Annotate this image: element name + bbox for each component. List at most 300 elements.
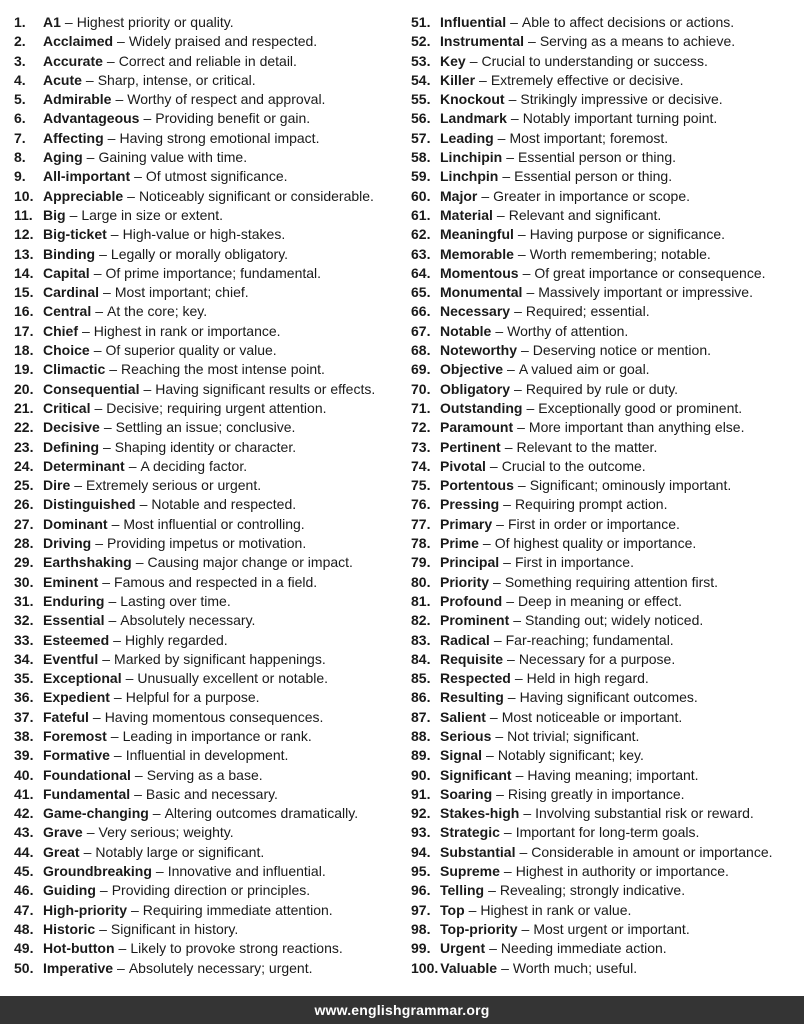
list-item: [14, 592, 402, 611]
item-term: Climactic: [43, 361, 106, 378]
item-definition: Having purpose or significance.: [529, 226, 726, 243]
item-term: Decisive: [43, 419, 100, 436]
list-item: [411, 823, 804, 842]
item-separator: –: [85, 71, 94, 88]
item-text: [43, 592, 231, 611]
item-definition: Extremely serious or urgent.: [86, 477, 262, 494]
item-separator: –: [102, 650, 111, 667]
item-definition: Deserving notice or mention.: [532, 342, 711, 359]
item-definition: Serving as a means to achieve.: [539, 33, 736, 50]
item-number: 41.: [14, 785, 34, 802]
item-separator: –: [513, 612, 522, 629]
item-text: [440, 476, 731, 495]
item-term: Supreme: [440, 863, 500, 880]
item-definition: Altering outcomes dramatically.: [164, 805, 359, 822]
list-item: [411, 187, 804, 206]
item-separator: –: [135, 554, 144, 571]
item-text: [43, 766, 263, 785]
item-text: [440, 708, 682, 727]
item-term: Historic: [43, 920, 96, 937]
item-separator: –: [93, 342, 102, 359]
item-number: 63.: [411, 245, 431, 262]
item-number: 70.: [411, 380, 431, 397]
list-item: [14, 129, 402, 148]
item-term: Noteworthy: [440, 342, 517, 359]
item-definition: Massively important or impressive.: [538, 284, 753, 301]
list-item: [14, 553, 402, 572]
item-number: 80.: [411, 573, 431, 590]
item-number: 29.: [14, 554, 34, 571]
item-definition: Highest priority or quality.: [76, 14, 234, 30]
item-number: 85.: [411, 670, 431, 687]
item-number: 65.: [411, 284, 431, 301]
item-term: Substantial: [440, 843, 516, 860]
list-item: [14, 341, 402, 360]
item-text: [43, 881, 310, 900]
item-text: [43, 495, 296, 514]
item-number: 83.: [411, 631, 431, 648]
item-term: Telling: [440, 882, 485, 899]
item-term: Top-priority: [440, 920, 518, 937]
item-definition: Absolutely necessary; urgent.: [128, 959, 313, 976]
item-separator: –: [496, 785, 504, 802]
item-text: [440, 843, 773, 862]
item-number: 95.: [411, 863, 431, 880]
item-separator: –: [523, 805, 532, 822]
list-item: [411, 245, 804, 264]
item-definition: Marked by significant happenings.: [114, 650, 326, 667]
item-text: [440, 534, 696, 553]
item-separator: –: [488, 882, 496, 899]
item-term: Cardinal: [43, 284, 100, 301]
item-separator: –: [496, 206, 505, 223]
item-number: 18.: [14, 342, 34, 359]
item-term: Profound: [440, 592, 503, 609]
item-separator: –: [521, 342, 529, 359]
item-text: [440, 109, 717, 128]
list-item: [14, 302, 402, 321]
item-text: [43, 688, 260, 707]
item-definition: Large in size or extent.: [81, 206, 223, 223]
item-number: 44.: [14, 843, 34, 860]
item-definition: Correct and reliable in detail.: [118, 52, 297, 69]
item-separator: –: [99, 920, 107, 937]
item-number: 2.: [14, 33, 26, 50]
item-separator: –: [526, 284, 535, 301]
item-number: 26.: [14, 496, 34, 513]
list-item: [14, 167, 402, 186]
item-term: Eventful: [43, 650, 99, 667]
list-item: [14, 708, 402, 727]
item-definition: Sharp, intense, or critical.: [97, 71, 256, 88]
item-term: Valuable: [440, 959, 498, 976]
item-text: [440, 360, 650, 379]
list-item: [14, 360, 402, 379]
list-item: [411, 708, 804, 727]
item-term: Instrumental: [440, 33, 525, 50]
list-item: [411, 881, 804, 900]
item-number: 16.: [14, 303, 34, 320]
item-definition: Not trivial; significant.: [507, 727, 640, 744]
item-definition: First in order or importance.: [507, 515, 680, 532]
item-term: Significant: [440, 766, 512, 783]
item-definition: A deciding factor.: [140, 457, 248, 474]
item-number: 42.: [14, 805, 34, 822]
item-text: [440, 380, 678, 399]
item-number: 32.: [14, 612, 34, 629]
item-number: 89.: [411, 747, 431, 764]
item-term: Acute: [43, 71, 82, 88]
item-term: Enduring: [43, 592, 105, 609]
item-definition: Crucial to understanding or success.: [481, 52, 708, 69]
item-term: Portentous: [440, 477, 514, 494]
item-number: 52.: [411, 33, 431, 50]
item-number: 50.: [14, 959, 34, 976]
item-text: [43, 206, 223, 225]
item-separator: –: [115, 91, 124, 108]
item-term: All-important: [43, 168, 131, 185]
word-list-column-right: [402, 13, 804, 996]
item-number: 100.: [411, 959, 439, 976]
item-term: Landmark: [440, 110, 507, 127]
item-separator: –: [125, 670, 134, 687]
item-text: [440, 302, 650, 321]
item-term: Big-ticket: [43, 226, 107, 243]
item-separator: –: [517, 477, 526, 494]
item-definition: Widely praised and respected.: [128, 33, 318, 50]
item-term: Great: [43, 843, 80, 860]
item-definition: Significant; ominously important.: [529, 477, 732, 494]
item-definition: Of superior quality or value.: [105, 342, 277, 359]
item-number: 87.: [411, 708, 431, 725]
list-item: [411, 206, 804, 225]
item-term: Momentous: [440, 264, 519, 281]
item-term: Foremost: [43, 727, 107, 744]
item-definition: Important for long-term goals.: [515, 824, 700, 841]
item-definition: Basic and necessary.: [145, 785, 278, 802]
item-text: [440, 225, 725, 244]
list-item: [411, 959, 804, 978]
item-number: 39.: [14, 747, 34, 764]
item-text: [440, 206, 661, 225]
item-definition: Famous and respected in a field.: [114, 573, 318, 590]
item-term: Outstanding: [440, 399, 523, 416]
item-number: 23.: [14, 438, 34, 455]
item-text: [440, 553, 634, 572]
item-number: 8.: [14, 149, 26, 166]
list-item: [411, 785, 804, 804]
item-text: [440, 52, 708, 71]
item-number: 98.: [411, 920, 431, 937]
item-text: [440, 438, 657, 457]
item-separator: –: [143, 380, 152, 397]
item-term: Major: [440, 187, 478, 204]
item-term: Linchpin: [440, 168, 499, 185]
item-separator: –: [495, 727, 504, 744]
item-definition: First in importance.: [514, 554, 634, 571]
item-text: [43, 457, 247, 476]
item-separator: –: [118, 940, 127, 957]
list-item: [411, 380, 804, 399]
item-definition: Most noticeable or important.: [501, 708, 683, 725]
item-text: [43, 920, 238, 939]
item-number: 56.: [411, 110, 431, 127]
item-number: 90.: [411, 766, 431, 783]
item-definition: Greater in importance or scope.: [493, 187, 691, 204]
list-item: [14, 380, 402, 399]
item-term: Central: [43, 303, 92, 320]
item-definition: Requiring immediate attention.: [142, 901, 333, 918]
item-definition: Significant in history.: [110, 920, 239, 937]
item-number: 7.: [14, 129, 26, 146]
item-term: Signal: [440, 747, 483, 764]
item-text: [43, 534, 306, 553]
item-text: [43, 611, 255, 630]
item-number: 47.: [14, 901, 34, 918]
item-number: 53.: [411, 52, 431, 69]
list-item: [411, 148, 804, 167]
list-item: [411, 843, 804, 862]
item-definition: Necessary for a purpose.: [518, 650, 676, 667]
item-term: Necessary: [440, 303, 511, 320]
item-term: Appreciable: [43, 187, 124, 204]
item-separator: –: [502, 168, 511, 185]
item-text: [43, 167, 288, 186]
item-separator: –: [111, 515, 120, 532]
item-number: 31.: [14, 592, 34, 609]
item-number: 82.: [411, 612, 431, 629]
item-term: Prominent: [440, 612, 510, 629]
item-definition: Having meaning; important.: [527, 766, 699, 783]
item-text: [440, 611, 703, 630]
item-separator: –: [503, 554, 511, 571]
item-separator: –: [152, 805, 161, 822]
item-term: Fundamental: [43, 785, 131, 802]
item-separator: –: [517, 245, 526, 262]
item-number: 51.: [411, 14, 431, 30]
list-item: [14, 515, 402, 534]
list-item: [411, 109, 804, 128]
item-text: [43, 90, 325, 109]
item-definition: Essential person or thing.: [518, 149, 676, 166]
item-number: 33.: [14, 631, 34, 648]
item-definition: Having significant outcomes.: [519, 689, 698, 706]
item-separator: –: [108, 612, 117, 629]
item-definition: Absolutely necessary.: [120, 612, 256, 629]
item-text: [43, 380, 375, 399]
item-term: Chief: [43, 322, 78, 339]
item-definition: At the core; key.: [107, 303, 208, 320]
item-definition: Able to affect decisions or actions.: [521, 14, 735, 30]
item-term: Game-changing: [43, 805, 149, 822]
item-term: Knockout: [440, 91, 505, 108]
item-definition: Notably important turning point.: [522, 110, 718, 127]
item-number: 14.: [14, 264, 34, 281]
item-definition: Providing direction or principles.: [111, 882, 311, 899]
item-text: [43, 785, 278, 804]
item-separator: –: [515, 766, 524, 783]
item-separator: –: [103, 419, 112, 436]
item-definition: Lasting over time.: [120, 592, 231, 609]
item-text: [440, 457, 646, 476]
item-text: [440, 341, 711, 360]
item-separator: –: [86, 824, 95, 841]
item-definition: Standing out; widely noticed.: [525, 612, 704, 629]
item-text: [43, 939, 343, 958]
item-term: Foundational: [43, 766, 131, 783]
list-item: [411, 553, 804, 572]
item-definition: Of great importance or consequence.: [534, 264, 766, 281]
item-text: [43, 631, 228, 650]
item-text: [43, 573, 317, 592]
list-item: [14, 71, 402, 90]
item-separator: –: [134, 785, 142, 802]
list-item: [411, 264, 804, 283]
item-text: [440, 129, 668, 148]
list-item: [14, 727, 402, 746]
item-definition: Worthy of respect and approval.: [127, 91, 326, 108]
item-text: [440, 785, 685, 804]
item-term: Accurate: [43, 52, 103, 69]
list-item: [14, 264, 402, 283]
item-term: Eminent: [43, 573, 99, 590]
list-item: [411, 457, 804, 476]
item-term: Admirable: [43, 91, 112, 108]
list-item: [14, 862, 402, 881]
item-number: 75.: [411, 477, 431, 494]
item-number: 30.: [14, 573, 34, 590]
list-item: [14, 785, 402, 804]
item-term: Expedient: [43, 689, 110, 706]
item-text: [43, 862, 326, 881]
list-item: [411, 167, 804, 186]
item-separator: –: [95, 535, 104, 552]
item-separator: –: [117, 959, 125, 976]
list-item: [411, 283, 804, 302]
item-separator: –: [134, 168, 142, 185]
item-separator: –: [507, 689, 516, 706]
item-text: [440, 804, 754, 823]
item-definition: Rising greatly in importance.: [507, 785, 685, 802]
item-number: 28.: [14, 535, 34, 552]
item-text: [43, 225, 285, 244]
item-separator: –: [95, 303, 104, 320]
item-text: [43, 418, 295, 437]
list-item: [411, 920, 804, 939]
item-number: 20.: [14, 380, 34, 397]
item-term: Groundbreaking: [43, 863, 152, 880]
item-separator: –: [99, 882, 108, 899]
list-item: [411, 52, 804, 71]
item-term: Dominant: [43, 515, 108, 532]
item-definition: A valued aim or goal.: [518, 361, 650, 378]
item-number: 96.: [411, 882, 431, 899]
item-term: Consequential: [43, 380, 140, 397]
item-separator: –: [74, 477, 83, 494]
item-separator: –: [102, 573, 111, 590]
item-definition: Relevant to the matter.: [516, 438, 658, 455]
item-term: Distinguished: [43, 496, 136, 513]
item-separator: –: [110, 226, 119, 243]
item-definition: Worthy of attention.: [507, 322, 629, 339]
item-definition: Having strong emotional impact.: [119, 129, 320, 146]
item-separator: –: [507, 361, 515, 378]
list-item: [14, 881, 402, 900]
item-number: 76.: [411, 496, 431, 513]
item-text: [43, 13, 234, 32]
item-separator: –: [514, 380, 522, 397]
list-item: [411, 727, 804, 746]
item-term: Essential: [43, 612, 105, 629]
list-item: [14, 90, 402, 109]
item-separator: –: [506, 149, 515, 166]
item-term: Big: [43, 206, 66, 223]
item-term: Pressing: [440, 496, 500, 513]
item-text: [43, 476, 261, 495]
list-item: [14, 225, 402, 244]
item-definition: Most important; foremost.: [509, 129, 669, 146]
item-number: 40.: [14, 766, 34, 783]
list-item: [411, 611, 804, 630]
item-term: Urgent: [440, 940, 486, 957]
item-term: Soaring: [440, 785, 493, 802]
item-definition: Having significant results or effects.: [155, 380, 376, 397]
item-number: 27.: [14, 515, 34, 532]
item-text: [43, 708, 323, 727]
item-term: Objective: [440, 361, 504, 378]
list-item: [411, 438, 804, 457]
item-term: Obligatory: [440, 380, 511, 397]
item-term: Linchipin: [440, 149, 503, 166]
item-text: [440, 322, 628, 341]
item-definition: Helpful for a purpose.: [125, 689, 260, 706]
item-definition: Held in high regard.: [526, 670, 649, 687]
item-number: 60.: [411, 187, 431, 204]
list-item: [411, 71, 804, 90]
item-number: 61.: [411, 206, 431, 223]
item-term: Salient: [440, 708, 486, 725]
item-term: Pertinent: [440, 438, 501, 455]
list-item: [411, 939, 804, 958]
item-term: Primary: [440, 515, 493, 532]
item-term: Choice: [43, 342, 90, 359]
list-item: [14, 573, 402, 592]
item-term: Principal: [440, 554, 500, 571]
item-number: 22.: [14, 419, 34, 436]
list-item: [14, 920, 402, 939]
item-definition: Reaching the most intense point.: [121, 361, 325, 378]
item-text: [440, 71, 684, 90]
list-item: [411, 399, 804, 418]
item-term: Notable: [440, 322, 492, 339]
item-separator: –: [517, 226, 526, 243]
item-separator: –: [103, 284, 111, 301]
list-item: [14, 322, 402, 341]
item-definition: Worth much; useful.: [512, 959, 638, 976]
list-item: [411, 592, 804, 611]
item-separator: –: [497, 129, 506, 146]
item-definition: Most important; chief.: [114, 284, 249, 301]
item-term: Exceptional: [43, 670, 122, 687]
item-term: Killer: [440, 71, 476, 88]
list-item: [411, 322, 804, 341]
item-separator: –: [503, 496, 511, 513]
item-term: Key: [440, 52, 466, 69]
item-separator: –: [99, 245, 107, 262]
item-text: [43, 515, 305, 534]
item-text: [440, 592, 682, 611]
item-number: 3.: [14, 52, 26, 69]
